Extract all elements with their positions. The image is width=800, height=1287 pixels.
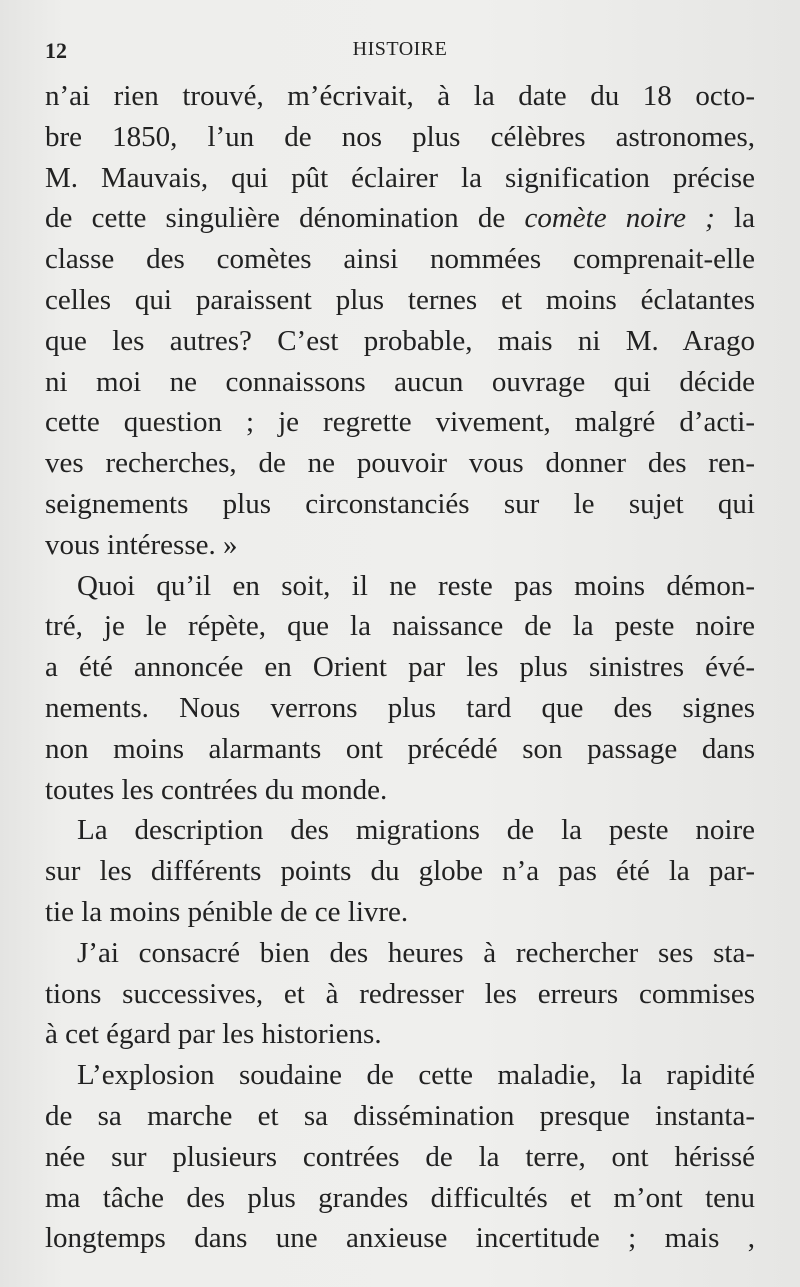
text-line: ves recherches, de ne pouvoir vous donner des ren- [45, 447, 755, 480]
text-line: cette question ; je regrette vivement, malgré d’acti- [45, 406, 755, 439]
text-segment: de cette singulière dénomination de [45, 202, 525, 235]
text-line: classe des comètes ainsi nommées comprenait-elle [45, 243, 755, 276]
text-line: non moins alarmants ont précédé son passage dans [45, 732, 755, 765]
text-line: ni moi ne connaissons aucun ouvrage qui décide [45, 365, 755, 398]
paragraph-first-line: L’explosion soudaine de cette maladie, la rapidité [77, 1059, 755, 1092]
text-line: tré, je le répète, que la naissance de la peste noire [45, 610, 755, 643]
text-line: nements. Nous verrons plus tard que des signes [45, 691, 755, 724]
text-line: à cet égard par les historiens. [45, 1018, 382, 1051]
text-line: bre 1850, l’un de nos plus célèbres astronomes, [45, 120, 755, 153]
page-number: 12 [45, 38, 67, 63]
running-title: HISTOIRE [352, 38, 448, 60]
text-line: M. Mauvais, qui pût éclairer la signification précise [45, 161, 755, 194]
text-line: vous intéresse. » [45, 528, 238, 561]
text-line [45, 198, 755, 239]
text-segment: la [714, 202, 755, 235]
text-line: a été annoncée en Orient par les plus sinistres évé- [45, 651, 755, 684]
text-line: de sa marche et sa dissémination presque instanta- [45, 1099, 755, 1132]
text-line: seignements plus circonstanciés sur le sujet qui [45, 487, 755, 520]
text-line: que les autres? C’est probable, mais ni M. Arago [45, 324, 755, 357]
text-line: n’ai rien trouvé, m’écrivait, à la date du 18 octo- [45, 80, 755, 112]
text-line: née sur plusieurs contrées de la terre, ont hérissé [45, 1140, 755, 1173]
text-line: ma tâche des plus grandes difficultés et m’ont tenu [45, 1181, 755, 1214]
text-line: longtemps dans une anxieuse incertitude ; mais , [45, 1222, 755, 1255]
text-line: celles qui paraissent plus ternes et moins éclatantes [45, 283, 755, 316]
text-line: tie la moins pénible de ce livre. [45, 895, 409, 928]
text-line: toutes les contrées du monde. [45, 773, 388, 806]
text-line: tions successives, et à redresser les erreurs commises [45, 977, 755, 1010]
paragraph-first-line: J’ai consacré bien des heures à rechercher ses sta- [77, 936, 755, 969]
page-header [45, 38, 755, 72]
text-line: sur les différents points du globe n’a pas été la par- [45, 855, 755, 888]
paragraph-first-line: La description des migrations de la peste noire [77, 814, 755, 847]
italic-phrase: comète noire ; [524, 202, 715, 235]
paragraph-first-line: Quoi qu’il en soit, il ne reste pas moins démon- [77, 569, 755, 602]
body-text [45, 76, 755, 1259]
